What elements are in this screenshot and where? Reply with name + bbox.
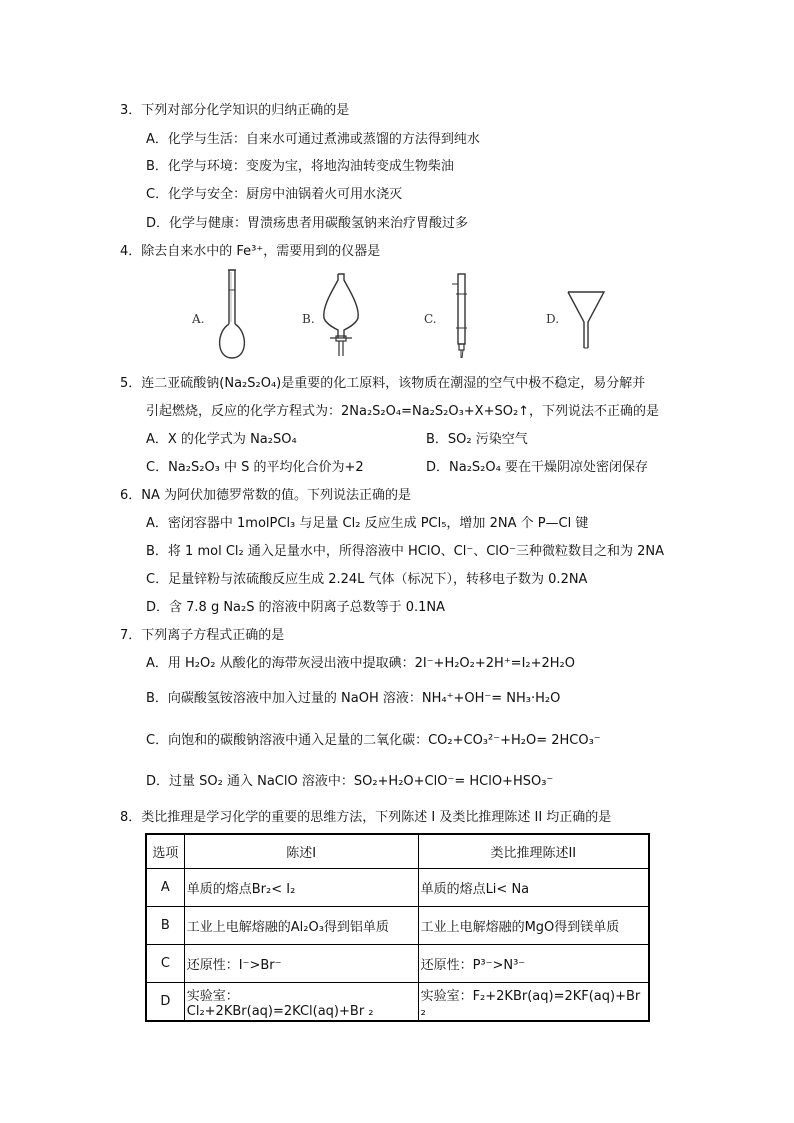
apparatus-label-b: B. xyxy=(302,312,315,326)
table-row xyxy=(146,907,649,945)
question-6-stem: 6．NA 为阿伏加德罗常数的值。下列说法正确的是 xyxy=(120,488,412,503)
apparatus-label-c: C. xyxy=(424,312,437,326)
table-header-statement-2: 类比推理陈述II xyxy=(418,834,649,869)
funnel-icon xyxy=(566,288,606,352)
table-cell-statement-1: 工业上电解熔融的Al₂O₃得到铝单质 xyxy=(184,907,418,945)
question-5-option-c: C．Na₂S₂O₃ 中 S 的平均化合价为+2 xyxy=(146,460,364,475)
table-cell-statement-2: 单质的熔点Li< Na xyxy=(418,869,649,907)
table-cell-option: B xyxy=(146,907,184,945)
question-7-stem: 7．下列离子方程式正确的是 xyxy=(120,628,285,643)
analogy-table xyxy=(145,833,650,1022)
table-header-statement-1: 陈述I xyxy=(184,834,418,869)
question-7-option-b: B．向碳酸氢铵溶液中加入过量的 NaOH 溶液：NH₄⁺+OH⁻= NH₃·H₂O xyxy=(146,691,561,706)
table-cell-option: D xyxy=(146,983,184,1022)
question-7-option-d: D．过量 SO₂ 通入 NaClO 溶液中：SO₂+H₂O+ClO⁻= HClO+HSO₃⁻ xyxy=(146,774,554,789)
burette-icon xyxy=(450,272,474,360)
table-row xyxy=(146,983,649,1022)
question-5-option-d: D．Na₂S₂O₄ 要在干燥阴凉处密闭保存 xyxy=(426,460,648,475)
apparatus-options xyxy=(150,268,620,364)
question-3-option-b: B．化学与环境：变废为宝，将地沟油转变成生物柴油 xyxy=(146,159,454,174)
apparatus-label-a: A. xyxy=(192,312,205,326)
table-row xyxy=(146,869,649,907)
table-row xyxy=(146,945,649,983)
question-4-stem: 4．除去自来水中的 Fe³⁺，需要用到的仪器是 xyxy=(120,244,381,259)
apparatus-label-d: D. xyxy=(546,312,560,326)
table-cell-statement-2: 还原性：P³⁻>N³⁻ xyxy=(418,945,649,983)
table-cell-statement-1: 实验室：Cl₂+2KBr(aq)=2KCl(aq)+Br ₂ xyxy=(184,983,418,1022)
question-8-stem: 8．类比推理是学习化学的重要的思维方法，下列陈述 I 及类比推理陈述 II 均正确的是 xyxy=(120,810,612,825)
question-5-option-b: B．SO₂ 污染空气 xyxy=(426,432,528,447)
table-cell-statement-2: 实验室：F₂+2KBr(aq)=2KF(aq)+Br ₂ xyxy=(418,983,649,1022)
question-3-stem: 3．下列对部分化学知识的归纳正确的是 xyxy=(120,103,350,118)
question-6-option-d: D．含 7.8 g Na₂S 的溶液中阴离子总数等于 0.1NA xyxy=(146,600,446,615)
question-6-option-b: B．将 1 mol Cl₂ 通入足量水中，所得溶液中 HClO、Cl⁻、ClO⁻三种微粒数目之和为 2NA xyxy=(146,544,665,559)
question-6-option-c: C．足量锌粉与浓硫酸反应生成 2.24L 气体（标况下），转移电子数为 0.2NA xyxy=(146,572,588,587)
question-5-stem-line2: 引起燃烧，反应的化学方程式为：2Na₂S₂O₄=Na₂S₂O₃+X+SO₂↑，下列说法不正确的是 xyxy=(146,404,660,419)
question-7-option-c: C．向饱和的碳酸钠溶液中通入足量的二氧化碳：CO₂+CO₃²⁻+H₂O= 2HCO₃⁻ xyxy=(146,733,601,748)
question-3-option-d: D．化学与健康：胃溃疡患者用碳酸氢钠来治疗胃酸过多 xyxy=(146,216,469,231)
separatory-funnel-icon xyxy=(318,272,364,358)
volumetric-flask-icon xyxy=(212,268,252,362)
table-cell-option: C xyxy=(146,945,184,983)
table-header-option: 选项 xyxy=(146,834,184,869)
question-5-stem-line1: 5．连二亚硫酸钠(Na₂S₂O₄)是重要的化工原料，该物质在潮湿的空气中极不稳定，易分解并 xyxy=(120,376,646,391)
question-7-option-a: A．用 H₂O₂ 从酸化的海带灰浸出液中提取碘：2I⁻+H₂O₂+2H⁺=I₂+2H₂O xyxy=(146,656,576,671)
question-6-option-a: A．密闭容器中 1molPCl₃ 与足量 Cl₂ 反应生成 PCl₅，增加 2NA 个 P—Cl 键 xyxy=(146,516,589,531)
question-3-option-c: C．化学与安全：厨房中油锅着火可用水浇灭 xyxy=(146,187,403,202)
table-cell-statement-2: 工业上电解熔融的MgO得到镁单质 xyxy=(418,907,649,945)
question-5-option-a: A．X 的化学式为 Na₂SO₄ xyxy=(146,432,297,447)
table-cell-statement-1: 还原性：I⁻>Br⁻ xyxy=(184,945,418,983)
table-header-row xyxy=(146,834,649,869)
table-cell-option: A xyxy=(146,869,184,907)
question-3-option-a: A．化学与生活：自来水可通过煮沸或蒸馏的方法得到纯水 xyxy=(146,132,480,147)
table-cell-statement-1: 单质的熔点Br₂< I₂ xyxy=(184,869,418,907)
